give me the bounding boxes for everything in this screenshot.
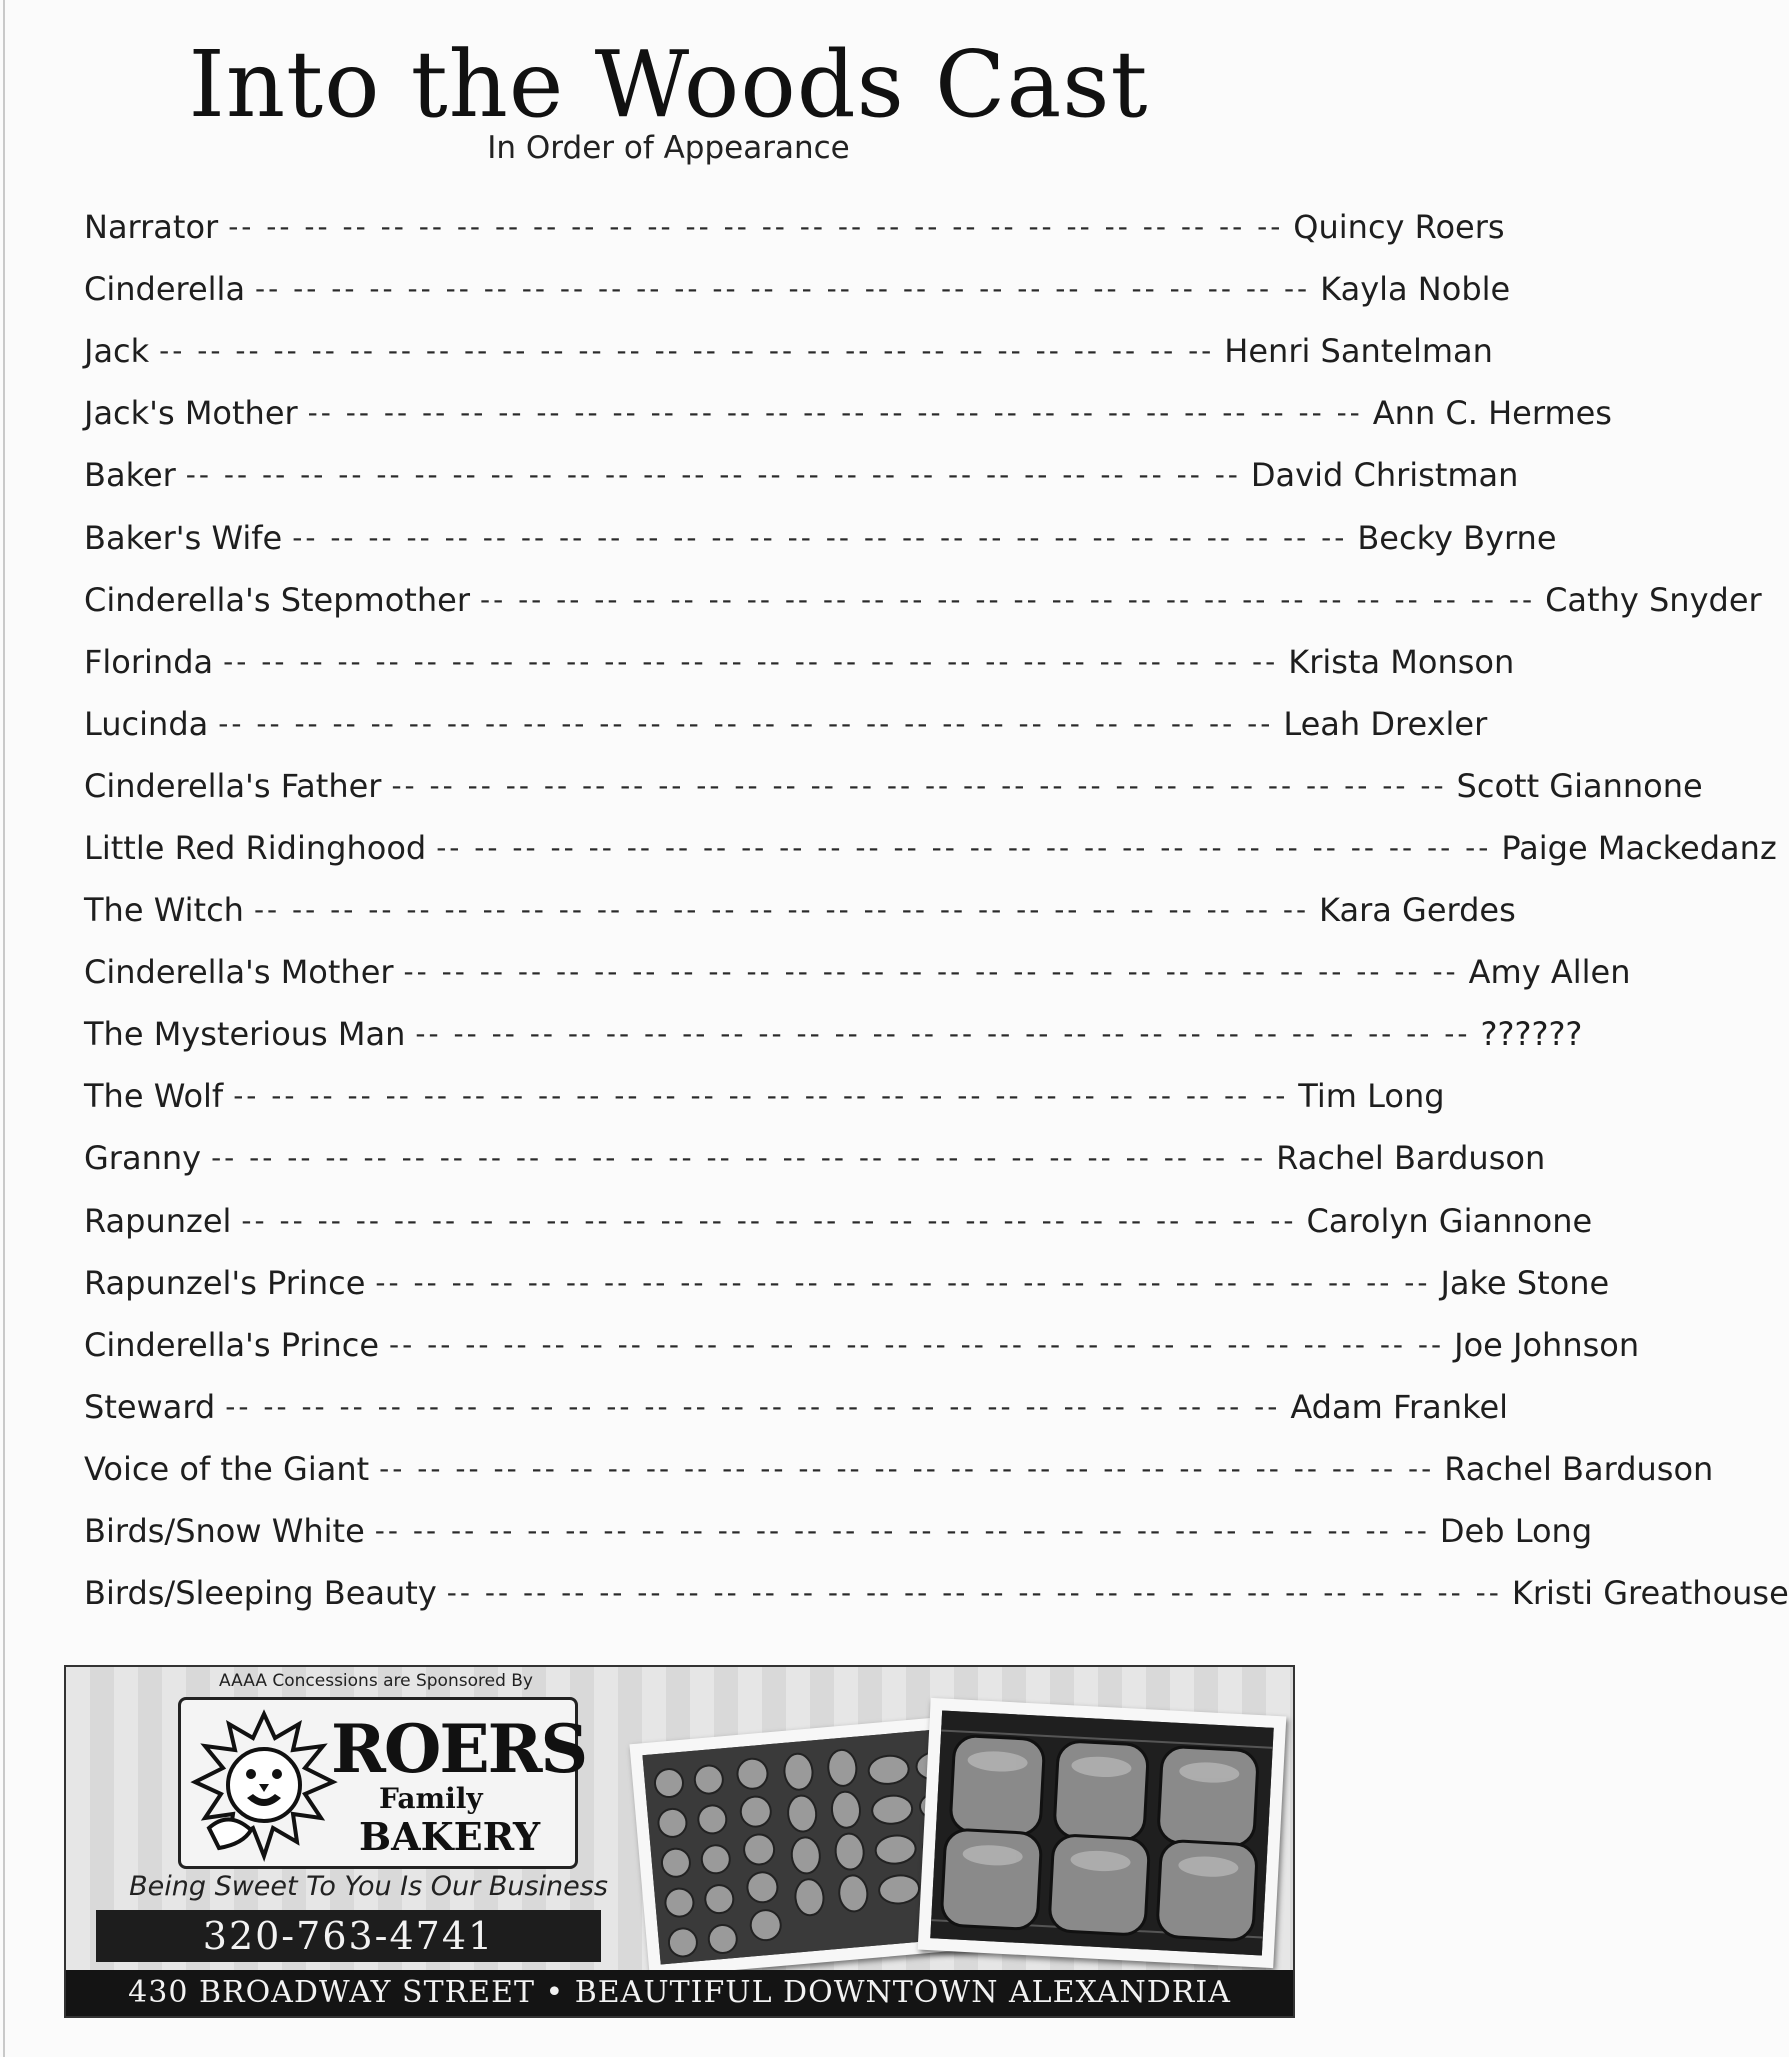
actor-name: Quincy Roers	[1293, 208, 1505, 247]
actor-name: Joe Johnson	[1454, 1325, 1640, 1364]
actor-name: Tim Long	[1298, 1077, 1445, 1116]
actor-name: Adam Frankel	[1290, 1387, 1509, 1426]
actor-name: Henri Santelman	[1224, 332, 1493, 371]
dash-leader: -- -- -- -- -- -- -- -- -- -- -- -- -- -- -- -- -- -- -- -- -- -- -- -- -- -- -- --	[185, 458, 1241, 492]
cast-list	[84, 196, 1789, 1624]
cast-row	[84, 382, 1612, 444]
role-name: Birds/Snow White	[84, 1512, 365, 1551]
bread-loaves-photo	[918, 1698, 1287, 1968]
role-name: Jack's Mother	[84, 394, 298, 433]
dash-leader: -- -- -- -- -- -- -- -- -- -- -- -- -- -- -- -- -- -- -- -- -- -- -- -- -- -- -- --	[233, 1079, 1289, 1113]
cast-row	[84, 258, 1511, 320]
dash-leader: -- -- -- -- -- -- -- -- -- -- -- -- -- -- -- -- -- -- -- -- -- -- -- -- -- -- -- --	[391, 768, 1447, 802]
cast-row	[84, 1376, 1509, 1438]
role-name: Birds/Sleeping Beauty	[84, 1574, 437, 1613]
cast-row	[84, 1003, 1583, 1065]
actor-name: Rachel Barduson	[1276, 1139, 1546, 1178]
role-name: Florinda	[84, 642, 214, 681]
sponsor-advertisement	[64, 1665, 1295, 2018]
dash-leader: -- -- -- -- -- -- -- -- -- -- -- -- -- -- -- -- -- -- -- -- -- -- -- -- -- -- -- --	[255, 272, 1311, 306]
cast-row	[84, 1190, 1593, 1252]
role-name: Cinderella's Mother	[84, 953, 394, 992]
bakery-logo	[178, 1697, 587, 1869]
dash-leader: -- -- -- -- -- -- -- -- -- -- -- -- -- -- -- -- -- -- -- -- -- -- -- -- -- -- -- --	[403, 955, 1459, 989]
role-name: Cinderella's Father	[84, 766, 382, 805]
actor-name: David Christman	[1250, 456, 1519, 495]
actor-name: Krista Monson	[1288, 642, 1515, 681]
address-bar: 430 BROADWAY STREET • BEAUTIFUL DOWNTOWN ALEXANDRIA	[66, 1970, 1293, 2016]
sponsor-line: AAAA Concessions are Sponsored By	[219, 1671, 533, 1691]
dash-leader: -- -- -- -- -- -- -- -- -- -- -- -- -- -- -- -- -- -- -- -- -- -- -- -- -- -- -- --	[253, 893, 1310, 927]
actor-name: Rachel Barduson	[1444, 1449, 1714, 1488]
actor-name: Kristi Greathouse	[1511, 1574, 1789, 1613]
cast-row	[84, 941, 1631, 1003]
cast-row	[84, 817, 1777, 879]
cast-row	[84, 506, 1557, 568]
dash-leader: -- -- -- -- -- -- -- -- -- -- -- -- -- -- -- -- -- -- -- -- -- -- -- -- -- -- -- --	[307, 396, 1363, 430]
role-name: Jack	[84, 332, 150, 371]
role-name: Rapunzel	[84, 1201, 232, 1240]
page-title: Into the Woods Cast	[188, 31, 1149, 138]
actor-name: Kara Gerdes	[1319, 891, 1516, 930]
phone-number: 320-763-4741	[96, 1910, 601, 1962]
cast-row	[84, 444, 1519, 506]
role-name: Steward	[84, 1387, 216, 1426]
role-name: Cinderella's Stepmother	[84, 580, 470, 619]
ad-tagline: Being Sweet To You Is Our Business	[129, 1871, 608, 1902]
cast-row	[84, 196, 1505, 258]
role-name: Narrator	[84, 208, 219, 247]
cast-row	[84, 569, 1762, 631]
cast-row	[84, 1127, 1546, 1189]
actor-name: Leah Drexler	[1283, 704, 1488, 743]
dash-leader: -- -- -- -- -- -- -- -- -- -- -- -- -- -- -- -- -- -- -- -- -- -- -- -- -- -- -- --	[241, 1203, 1297, 1237]
actor-name: Deb Long	[1439, 1512, 1593, 1551]
actor-name: ??????	[1480, 1015, 1583, 1054]
role-name: Rapunzel's Prince	[84, 1263, 366, 1302]
actor-name: Carolyn Giannone	[1306, 1201, 1593, 1240]
dash-leader: -- -- -- -- -- -- -- -- -- -- -- -- -- -- -- -- -- -- -- -- -- -- -- -- -- -- -- --	[389, 1327, 1445, 1361]
logo-roers-text: ROERS	[331, 1710, 587, 1788]
cast-row	[84, 320, 1493, 382]
logo-bakery-text: BAKERY	[359, 1814, 541, 1859]
role-name: Lucinda	[84, 704, 209, 743]
page-edge	[3, 0, 5, 2057]
cast-row	[84, 1438, 1714, 1500]
actor-name: Kayla Noble	[1320, 270, 1511, 309]
cast-row	[84, 693, 1488, 755]
cast-row	[84, 631, 1515, 693]
dash-leader: -- -- -- -- -- -- -- -- -- -- -- -- -- -- -- -- -- -- -- -- -- -- -- -- -- -- -- --	[436, 830, 1492, 864]
dash-leader: -- -- -- -- -- -- -- -- -- -- -- -- -- -- -- -- -- -- -- -- -- -- -- -- -- -- -- --	[292, 520, 1348, 554]
dash-leader: -- -- -- -- -- -- -- -- -- -- -- -- -- -- -- -- -- -- -- -- -- -- -- -- -- -- -- --	[415, 1017, 1471, 1051]
cast-row	[84, 1252, 1610, 1314]
actor-name: Paige Mackedanz	[1501, 828, 1777, 867]
cast-row	[84, 1562, 1789, 1624]
actor-name: Becky Byrne	[1357, 518, 1557, 557]
role-name: The Witch	[84, 891, 244, 930]
role-name: Baker's Wife	[84, 518, 283, 557]
role-name: Granny	[84, 1139, 202, 1178]
role-name: Little Red Ridinghood	[84, 828, 427, 867]
dash-leader: -- -- -- -- -- -- -- -- -- -- -- -- -- -- -- -- -- -- -- -- -- -- -- -- -- -- -- --	[375, 1265, 1431, 1299]
dash-leader: -- -- -- -- -- -- -- -- -- -- -- -- -- -- -- -- -- -- -- -- -- -- -- -- -- -- -- --	[379, 1451, 1435, 1485]
cast-row	[84, 755, 1703, 817]
actor-name: Cathy Snyder	[1545, 580, 1762, 619]
cast-row	[84, 1314, 1640, 1376]
dash-leader: -- -- -- -- -- -- -- -- -- -- -- -- -- -- -- -- -- -- -- -- -- -- -- -- -- -- -- --	[159, 334, 1215, 368]
role-name: The Wolf	[84, 1077, 224, 1116]
dash-leader: -- -- -- -- -- -- -- -- -- -- -- -- -- -- -- -- -- -- -- -- -- -- -- -- -- -- -- --	[479, 582, 1536, 616]
dash-leader: -- -- -- -- -- -- -- -- -- -- -- -- -- -- -- -- -- -- -- -- -- -- -- -- -- -- -- --	[374, 1514, 1430, 1548]
actor-name: Scott Giannone	[1456, 766, 1703, 805]
actor-name: Amy Allen	[1468, 953, 1631, 992]
role-name: Cinderella's Prince	[84, 1325, 380, 1364]
role-name: Cinderella	[84, 270, 246, 309]
role-name: Baker	[84, 456, 176, 495]
actor-name: Jake Stone	[1440, 1263, 1610, 1302]
dash-leader: -- -- -- -- -- -- -- -- -- -- -- -- -- -- -- -- -- -- -- -- -- -- -- -- -- -- -- --	[228, 210, 1284, 244]
dash-leader: -- -- -- -- -- -- -- -- -- -- -- -- -- -- -- -- -- -- -- -- -- -- -- -- -- -- -- --	[225, 1389, 1281, 1423]
cast-row	[84, 1065, 1445, 1127]
page-subtitle: In Order of Appearance	[487, 130, 850, 166]
dash-leader: -- -- -- -- -- -- -- -- -- -- -- -- -- -- -- -- -- -- -- -- -- -- -- -- -- -- -- --	[211, 1141, 1267, 1175]
dash-leader: -- -- -- -- -- -- -- -- -- -- -- -- -- -- -- -- -- -- -- -- -- -- -- -- -- -- -- --	[218, 706, 1274, 740]
actor-name: Ann C. Hermes	[1372, 394, 1612, 433]
role-name: Voice of the Giant	[84, 1449, 370, 1488]
dash-leader: -- -- -- -- -- -- -- -- -- -- -- -- -- -- -- -- -- -- -- -- -- -- -- -- -- -- -- --	[446, 1576, 1502, 1610]
cast-row	[84, 1500, 1593, 1562]
dash-leader: -- -- -- -- -- -- -- -- -- -- -- -- -- -- -- -- -- -- -- -- -- -- -- -- -- -- -- --	[223, 644, 1279, 678]
logo-family-text: Family	[379, 1782, 483, 1815]
role-name: The Mysterious Man	[84, 1015, 406, 1054]
lion-icon	[189, 1710, 339, 1860]
cast-row	[84, 879, 1516, 941]
